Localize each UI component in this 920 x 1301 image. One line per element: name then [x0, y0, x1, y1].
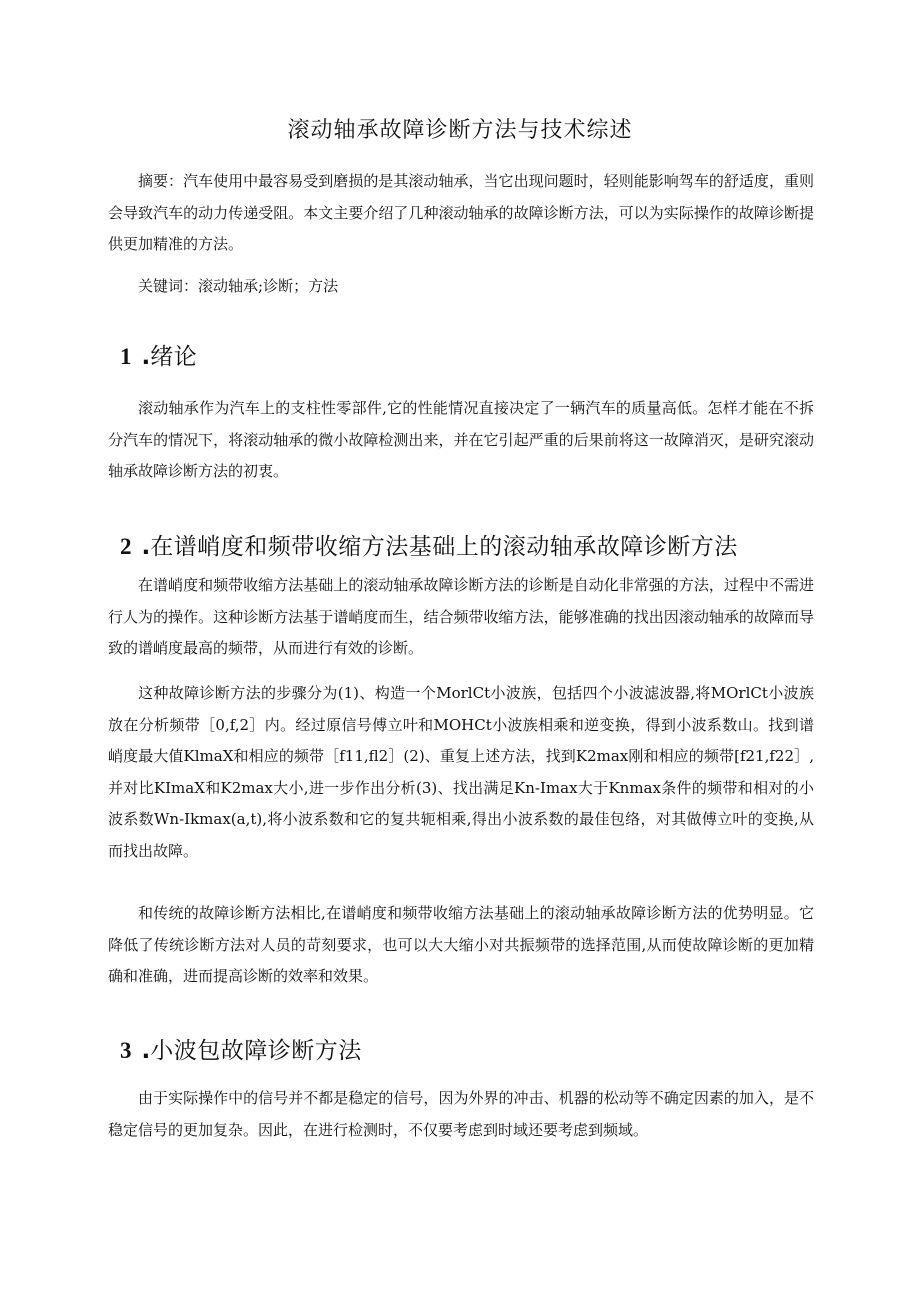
section-3-paragraph-1: 由于实际操作中的信号并不都是稳定的信号，因为外界的冲击、机器的松动等不确定因素的加入，是不稳定信号的更加复杂。因此，在进行检测时，不仅要考虑到时域还要考虑到频域。	[108, 1089, 814, 1139]
section-1-title: 绪论	[150, 344, 198, 370]
section-1-paragraph-1: 滚动轴承作为汽车上的支柱性零部件,它的性能情况直接决定了一辆汽车的质量高低。怎样才能在不拆分汽车的情况下，将滚动轴承的微小故障检测出来，并在它引起严重的后果前将这一故障消灭，是研究滚动轴承故障诊断方法的初衷。	[108, 399, 814, 480]
document-title: 滚动轴承故障诊断方法与技术综述	[287, 118, 633, 143]
section-2-paragraph-3: 和传统的故障诊断方法相比,在谱峭度和频带收缩方法基础上的滚动轴承故障诊断方法的优势明显。它降低了传统诊断方法对人员的苛刻要求，也可以大大缩小对共振频带的选择范围,从而使故障诊断的更加精确和准确，进而提高诊断的效率和效果。	[108, 904, 814, 985]
section-2-paragraph-2: 这种故障诊断方法的步骤分为(1)、构造一个MorlCt小波族，包括四个小波滤波器,将MOrlCt小波族放在分析频带［0,f,2］内。经过原信号傅立叶和MOHCt小波族相乘和逆变换，得到小波系数山。找到谱峭度最大值KlmaX和相应的频带［f11,fl2］(2)、重复上述方法，找到K2max刚和相应的频带[f21,f22］,并对比KImaX和K2max大小,进一步作出分析(3)、找出满足Kn-Imax大于Knmax条件的频带和相对的小波系数Wn-Ikmax(a,t),将小波系数和它的复共轭相乘,得出小波系数的最佳包络，对其做傅立叶的变换,从而找出故障。	[108, 684, 814, 860]
keywords-label: 关键词：	[138, 277, 199, 295]
section-2-paragraph-1: 在谱峭度和频带收缩方法基础上的滚动轴承故障诊断方法的诊断是自动化非常强的方法，过程中不需进行人为的操作。这种诊断方法基于谱峭度而生，结合频带收缩方法，能够准确的找出因滚动轴承的故障而导致的谱峭度最高的频带，从而进行有效的诊断。	[108, 576, 814, 657]
keywords-text: 滚动轴承;诊断；方法	[198, 277, 339, 295]
keywords-paragraph	[108, 271, 814, 303]
abstract-label: 摘要：	[138, 172, 184, 190]
section-3-number: 3	[120, 1038, 132, 1063]
section-2-heading	[120, 528, 738, 561]
section-2-title: 在谱峭度和频带收缩方法基础上的滚动轴承故障诊断方法	[150, 534, 738, 560]
section-2-dot: .	[141, 534, 151, 560]
section-3-dot: .	[141, 1038, 151, 1064]
section-1-number: 1	[120, 344, 132, 369]
abstract-text: 汽车使用中最容易受到磨损的是其滚动轴承，当它出现问题时，轻则能影响驾车的舒适度，重则会导致汽车的动力传递受阻。本文主要介绍了几种滚动轴承的故障诊断方法，可以为实际操作的故障诊断提供更加精准的方法。	[108, 172, 814, 253]
abstract-paragraph	[108, 166, 814, 261]
section-1-heading	[120, 338, 197, 371]
section-2-number: 2	[120, 534, 132, 559]
section-1-dot: .	[141, 344, 151, 370]
section-3-title: 小波包故障诊断方法	[150, 1038, 362, 1064]
section-3-heading	[120, 1032, 362, 1065]
